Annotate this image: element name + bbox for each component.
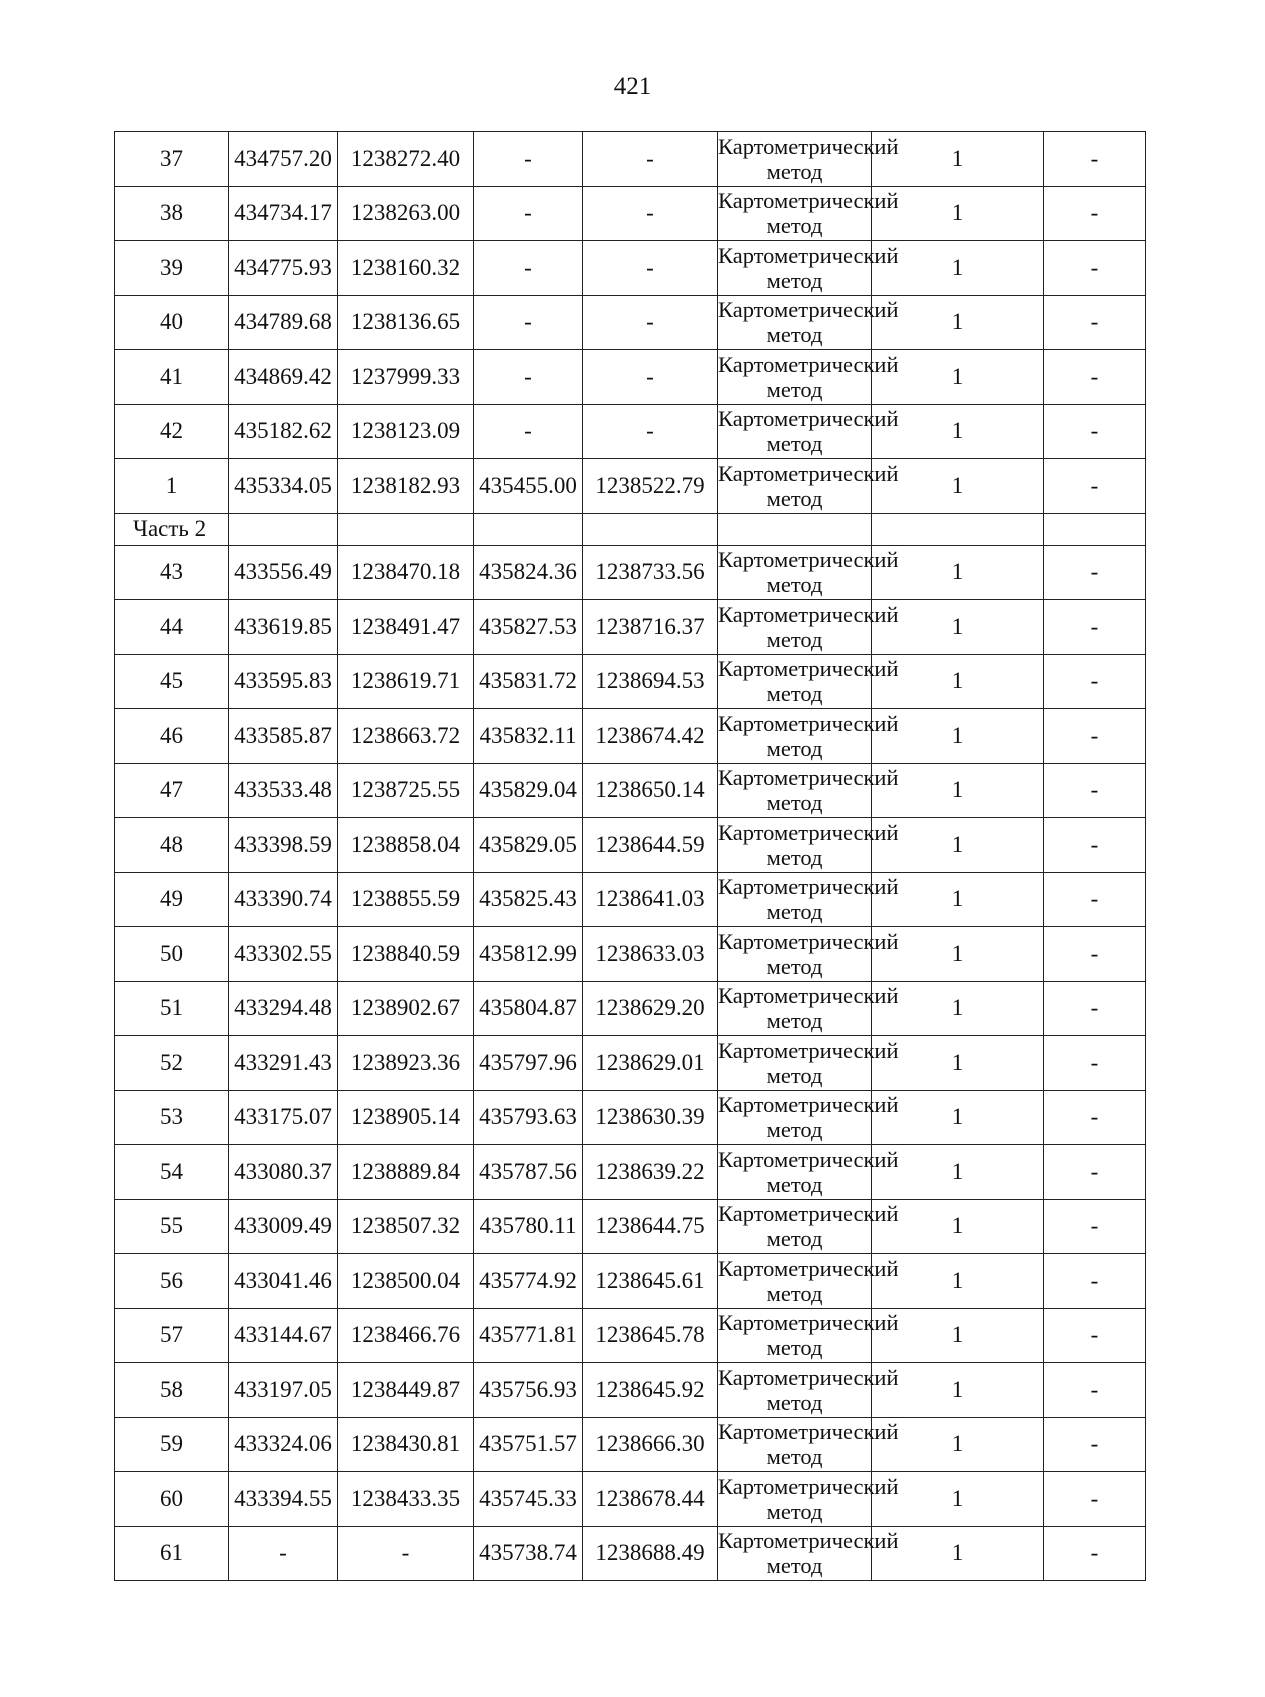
y-coordinate-cell: 1238507.32 [338, 1199, 474, 1254]
accuracy-cell: 1 [872, 459, 1044, 514]
point-number-cell: 43 [115, 545, 229, 600]
table-row [115, 763, 1146, 818]
method-cell: Картометрический метод [718, 186, 872, 241]
point-number-cell: 52 [115, 1036, 229, 1091]
accuracy-cell: 1 [872, 1254, 1044, 1309]
method-cell: Картометрический метод [718, 1090, 872, 1145]
point-number-cell: 45 [115, 654, 229, 709]
table-row [115, 404, 1146, 459]
accuracy-cell: 1 [872, 186, 1044, 241]
x2-coordinate-cell: 435745.33 [474, 1472, 583, 1527]
table-row [115, 927, 1146, 982]
y-coordinate-cell: 1238923.36 [338, 1036, 474, 1091]
y-coordinate-cell: 1238889.84 [338, 1145, 474, 1200]
y-coordinate-cell: 1238449.87 [338, 1363, 474, 1418]
x-coordinate-cell: 433197.05 [229, 1363, 338, 1418]
x-coordinate-cell: 434757.20 [229, 132, 338, 187]
accuracy-cell: 1 [872, 241, 1044, 296]
table-row [115, 818, 1146, 873]
accuracy-cell: 1 [872, 1199, 1044, 1254]
empty-cell [872, 513, 1044, 545]
x-coordinate-cell: 433595.83 [229, 654, 338, 709]
accuracy-cell: 1 [872, 1472, 1044, 1527]
accuracy-cell: 1 [872, 818, 1044, 873]
method-cell: Картометрический метод [718, 763, 872, 818]
method-cell: Картометрический метод [718, 350, 872, 405]
x2-coordinate-cell: - [474, 132, 583, 187]
x-coordinate-cell: 433394.55 [229, 1472, 338, 1527]
x-coordinate-cell: 433080.37 [229, 1145, 338, 1200]
table-row [115, 1472, 1146, 1527]
x-coordinate-cell: 433175.07 [229, 1090, 338, 1145]
point-number-cell: 60 [115, 1472, 229, 1527]
method-cell: Картометрический метод [718, 1472, 872, 1527]
y2-coordinate-cell: 1238645.78 [583, 1308, 718, 1363]
y-coordinate-cell: 1238619.71 [338, 654, 474, 709]
point-number-cell: 46 [115, 709, 229, 764]
x-coordinate-cell: 434789.68 [229, 295, 338, 350]
x2-coordinate-cell: 435832.11 [474, 709, 583, 764]
table-row [115, 241, 1146, 296]
method-cell: Картометрический метод [718, 1363, 872, 1418]
x2-coordinate-cell: 435780.11 [474, 1199, 583, 1254]
y-coordinate-cell: 1238858.04 [338, 818, 474, 873]
note-cell: - [1044, 709, 1146, 764]
note-cell: - [1044, 1090, 1146, 1145]
x-coordinate-cell: 433302.55 [229, 927, 338, 982]
y2-coordinate-cell: 1238629.01 [583, 1036, 718, 1091]
method-cell: Картометрический метод [718, 1526, 872, 1581]
note-cell: - [1044, 1472, 1146, 1527]
x-coordinate-cell: - [229, 1526, 338, 1581]
point-number-cell: 49 [115, 872, 229, 927]
point-number-cell: 61 [115, 1526, 229, 1581]
y-coordinate-cell: 1238725.55 [338, 763, 474, 818]
y-coordinate-cell: 1238470.18 [338, 545, 474, 600]
y2-coordinate-cell: 1238688.49 [583, 1526, 718, 1581]
x-coordinate-cell: 433585.87 [229, 709, 338, 764]
accuracy-cell: 1 [872, 350, 1044, 405]
point-number-cell: 57 [115, 1308, 229, 1363]
table-row [115, 1254, 1146, 1309]
note-cell: - [1044, 1199, 1146, 1254]
y-coordinate-cell: 1238663.72 [338, 709, 474, 764]
table-row [115, 1090, 1146, 1145]
y-coordinate-cell: 1238855.59 [338, 872, 474, 927]
y2-coordinate-cell: - [583, 241, 718, 296]
accuracy-cell: 1 [872, 654, 1044, 709]
accuracy-cell: 1 [872, 1145, 1044, 1200]
table-row [115, 1308, 1146, 1363]
y2-coordinate-cell: 1238733.56 [583, 545, 718, 600]
method-cell: Картометрический метод [718, 927, 872, 982]
accuracy-cell: 1 [872, 600, 1044, 655]
point-number-cell: 40 [115, 295, 229, 350]
y-coordinate-cell: 1238491.47 [338, 600, 474, 655]
note-cell: - [1044, 872, 1146, 927]
note-cell: - [1044, 1526, 1146, 1581]
table-row [115, 1417, 1146, 1472]
x-coordinate-cell: 435334.05 [229, 459, 338, 514]
table-row [115, 350, 1146, 405]
coordinates-table [114, 131, 1146, 1581]
x-coordinate-cell: 434775.93 [229, 241, 338, 296]
x2-coordinate-cell: 435827.53 [474, 600, 583, 655]
x2-coordinate-cell: 435751.57 [474, 1417, 583, 1472]
x2-coordinate-cell: 435787.56 [474, 1145, 583, 1200]
x2-coordinate-cell: 435738.74 [474, 1526, 583, 1581]
x2-coordinate-cell: - [474, 186, 583, 241]
empty-cell [1044, 513, 1146, 545]
section-label: Часть 2 [115, 513, 229, 545]
point-number-cell: 39 [115, 241, 229, 296]
y-coordinate-cell: 1238160.32 [338, 241, 474, 296]
note-cell: - [1044, 295, 1146, 350]
y2-coordinate-cell: - [583, 350, 718, 405]
y2-coordinate-cell: 1238633.03 [583, 927, 718, 982]
y-coordinate-cell: 1238430.81 [338, 1417, 474, 1472]
empty-cell [718, 513, 872, 545]
table-row [115, 545, 1146, 600]
accuracy-cell: 1 [872, 1036, 1044, 1091]
note-cell: - [1044, 132, 1146, 187]
y-coordinate-cell: 1238902.67 [338, 981, 474, 1036]
note-cell: - [1044, 1417, 1146, 1472]
point-number-cell: 58 [115, 1363, 229, 1418]
x2-coordinate-cell: 435756.93 [474, 1363, 583, 1418]
point-number-cell: 38 [115, 186, 229, 241]
y-coordinate-cell: 1238123.09 [338, 404, 474, 459]
note-cell: - [1044, 404, 1146, 459]
table-row [115, 654, 1146, 709]
y2-coordinate-cell: - [583, 295, 718, 350]
table-row [115, 1199, 1146, 1254]
x-coordinate-cell: 433294.48 [229, 981, 338, 1036]
point-number-cell: 55 [115, 1199, 229, 1254]
empty-cell [583, 513, 718, 545]
table-row [115, 600, 1146, 655]
x2-coordinate-cell: 435797.96 [474, 1036, 583, 1091]
note-cell: - [1044, 927, 1146, 982]
method-cell: Картометрический метод [718, 654, 872, 709]
table-row [115, 1363, 1146, 1418]
accuracy-cell: 1 [872, 404, 1044, 459]
method-cell: Картометрический метод [718, 1145, 872, 1200]
point-number-cell: 48 [115, 818, 229, 873]
x2-coordinate-cell: 435824.36 [474, 545, 583, 600]
note-cell: - [1044, 459, 1146, 514]
note-cell: - [1044, 654, 1146, 709]
y2-coordinate-cell: - [583, 132, 718, 187]
y2-coordinate-cell: 1238644.59 [583, 818, 718, 873]
note-cell: - [1044, 1254, 1146, 1309]
x-coordinate-cell: 434869.42 [229, 350, 338, 405]
point-number-cell: 59 [115, 1417, 229, 1472]
table-row [115, 1036, 1146, 1091]
point-number-cell: 42 [115, 404, 229, 459]
y-coordinate-cell: 1238905.14 [338, 1090, 474, 1145]
note-cell: - [1044, 1036, 1146, 1091]
x2-coordinate-cell: 435804.87 [474, 981, 583, 1036]
point-number-cell: 44 [115, 600, 229, 655]
x2-coordinate-cell: - [474, 350, 583, 405]
x2-coordinate-cell: - [474, 241, 583, 296]
point-number-cell: 54 [115, 1145, 229, 1200]
x-coordinate-cell: 433619.85 [229, 600, 338, 655]
accuracy-cell: 1 [872, 1526, 1044, 1581]
page-number: 421 [613, 73, 652, 100]
table-row [115, 872, 1146, 927]
accuracy-cell: 1 [872, 295, 1044, 350]
accuracy-cell: 1 [872, 709, 1044, 764]
y2-coordinate-cell: 1238630.39 [583, 1090, 718, 1145]
y-coordinate-cell: 1238263.00 [338, 186, 474, 241]
note-cell: - [1044, 1363, 1146, 1418]
method-cell: Картометрический метод [718, 241, 872, 296]
method-cell: Картометрический метод [718, 818, 872, 873]
y2-coordinate-cell: 1238644.75 [583, 1199, 718, 1254]
x2-coordinate-cell: 435793.63 [474, 1090, 583, 1145]
method-cell: Картометрический метод [718, 709, 872, 764]
accuracy-cell: 1 [872, 763, 1044, 818]
y2-coordinate-cell: 1238678.44 [583, 1472, 718, 1527]
y2-coordinate-cell: 1238629.20 [583, 981, 718, 1036]
note-cell: - [1044, 1145, 1146, 1200]
method-cell: Картометрический метод [718, 872, 872, 927]
x2-coordinate-cell: 435829.04 [474, 763, 583, 818]
point-number-cell: 51 [115, 981, 229, 1036]
method-cell: Картометрический метод [718, 1254, 872, 1309]
accuracy-cell: 1 [872, 1363, 1044, 1418]
table-row [115, 459, 1146, 514]
empty-cell [338, 513, 474, 545]
note-cell: - [1044, 241, 1146, 296]
table-body [115, 132, 1146, 1581]
point-number-cell: 37 [115, 132, 229, 187]
table-row [115, 709, 1146, 764]
x-coordinate-cell: 433291.43 [229, 1036, 338, 1091]
x2-coordinate-cell: 435829.05 [474, 818, 583, 873]
x2-coordinate-cell: 435812.99 [474, 927, 583, 982]
method-cell: Картометрический метод [718, 1417, 872, 1472]
y-coordinate-cell: 1238136.65 [338, 295, 474, 350]
y-coordinate-cell: 1238466.76 [338, 1308, 474, 1363]
x-coordinate-cell: 433398.59 [229, 818, 338, 873]
method-cell: Картометрический метод [718, 1199, 872, 1254]
y-coordinate-cell: - [338, 1526, 474, 1581]
y2-coordinate-cell: 1238641.03 [583, 872, 718, 927]
y2-coordinate-cell: 1238716.37 [583, 600, 718, 655]
empty-cell [229, 513, 338, 545]
table-row [115, 981, 1146, 1036]
method-cell: Картометрический метод [718, 132, 872, 187]
section-row [115, 513, 1146, 545]
method-cell: Картометрический метод [718, 404, 872, 459]
note-cell: - [1044, 981, 1146, 1036]
x2-coordinate-cell: 435455.00 [474, 459, 583, 514]
point-number-cell: 50 [115, 927, 229, 982]
y-coordinate-cell: 1238182.93 [338, 459, 474, 514]
x2-coordinate-cell: 435831.72 [474, 654, 583, 709]
y2-coordinate-cell: 1238674.42 [583, 709, 718, 764]
note-cell: - [1044, 186, 1146, 241]
y-coordinate-cell: 1238840.59 [338, 927, 474, 982]
y-coordinate-cell: 1237999.33 [338, 350, 474, 405]
y2-coordinate-cell: 1238522.79 [583, 459, 718, 514]
empty-cell [474, 513, 583, 545]
y2-coordinate-cell: 1238666.30 [583, 1417, 718, 1472]
x2-coordinate-cell: 435771.81 [474, 1308, 583, 1363]
point-number-cell: 1 [115, 459, 229, 514]
x-coordinate-cell: 433556.49 [229, 545, 338, 600]
y-coordinate-cell: 1238272.40 [338, 132, 474, 187]
x-coordinate-cell: 433533.48 [229, 763, 338, 818]
accuracy-cell: 1 [872, 132, 1044, 187]
point-number-cell: 53 [115, 1090, 229, 1145]
y2-coordinate-cell: 1238645.92 [583, 1363, 718, 1418]
method-cell: Картометрический метод [718, 981, 872, 1036]
note-cell: - [1044, 763, 1146, 818]
y2-coordinate-cell: 1238645.61 [583, 1254, 718, 1309]
table-row [115, 1526, 1146, 1581]
x-coordinate-cell: 435182.62 [229, 404, 338, 459]
method-cell: Картометрический метод [718, 1308, 872, 1363]
x-coordinate-cell: 433390.74 [229, 872, 338, 927]
y2-coordinate-cell: 1238650.14 [583, 763, 718, 818]
point-number-cell: 56 [115, 1254, 229, 1309]
y-coordinate-cell: 1238500.04 [338, 1254, 474, 1309]
method-cell: Картометрический метод [718, 295, 872, 350]
accuracy-cell: 1 [872, 981, 1044, 1036]
y-coordinate-cell: 1238433.35 [338, 1472, 474, 1527]
y2-coordinate-cell: 1238639.22 [583, 1145, 718, 1200]
method-cell: Картометрический метод [718, 600, 872, 655]
x2-coordinate-cell: - [474, 404, 583, 459]
method-cell: Картометрический метод [718, 545, 872, 600]
x2-coordinate-cell: 435825.43 [474, 872, 583, 927]
accuracy-cell: 1 [872, 1090, 1044, 1145]
note-cell: - [1044, 545, 1146, 600]
y2-coordinate-cell: 1238694.53 [583, 654, 718, 709]
x-coordinate-cell: 433041.46 [229, 1254, 338, 1309]
note-cell: - [1044, 818, 1146, 873]
point-number-cell: 47 [115, 763, 229, 818]
x-coordinate-cell: 434734.17 [229, 186, 338, 241]
accuracy-cell: 1 [872, 545, 1044, 600]
table-row [115, 132, 1146, 187]
point-number-cell: 41 [115, 350, 229, 405]
accuracy-cell: 1 [872, 927, 1044, 982]
y2-coordinate-cell: - [583, 404, 718, 459]
table-row [115, 186, 1146, 241]
note-cell: - [1044, 350, 1146, 405]
y2-coordinate-cell: - [583, 186, 718, 241]
note-cell: - [1044, 1308, 1146, 1363]
x2-coordinate-cell: - [474, 295, 583, 350]
accuracy-cell: 1 [872, 872, 1044, 927]
table-row [115, 1145, 1146, 1200]
accuracy-cell: 1 [872, 1417, 1044, 1472]
x2-coordinate-cell: 435774.92 [474, 1254, 583, 1309]
x-coordinate-cell: 433324.06 [229, 1417, 338, 1472]
method-cell: Картометрический метод [718, 459, 872, 514]
method-cell: Картометрический метод [718, 1036, 872, 1091]
note-cell: - [1044, 600, 1146, 655]
accuracy-cell: 1 [872, 1308, 1044, 1363]
x-coordinate-cell: 433009.49 [229, 1199, 338, 1254]
x-coordinate-cell: 433144.67 [229, 1308, 338, 1363]
table-row [115, 295, 1146, 350]
